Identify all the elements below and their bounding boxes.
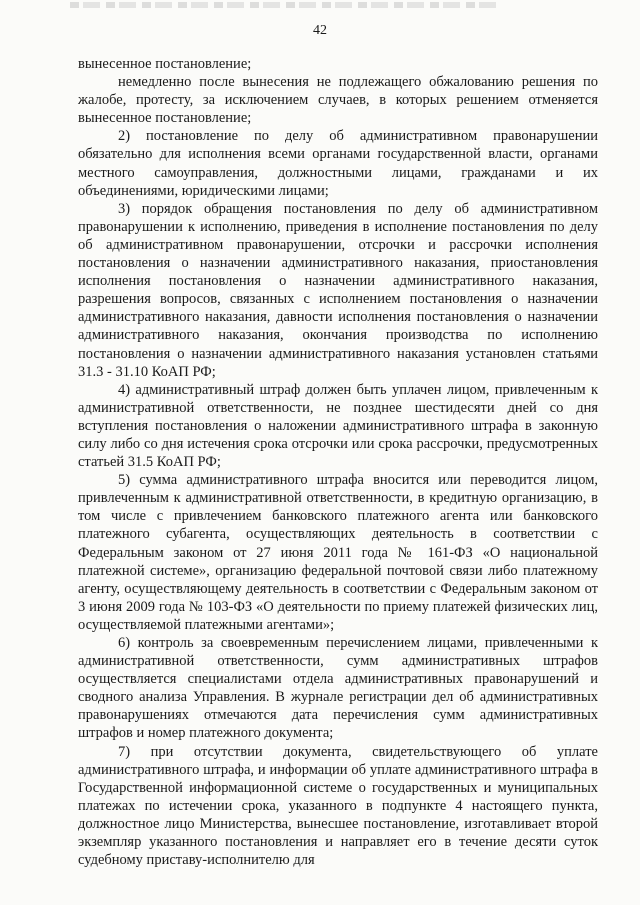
page-number: 42 <box>313 23 327 38</box>
paragraph-item-4: 4) административный штраф должен быть уплачен лицом, привлеченным к административной ответственности, не позднее шестидесяти дней со дня вступления постановления о наложении административного штрафа в законную силу либо со дня истечения срока отсрочки или срока рассрочки, предусмотренных статьей 31.5 КоАП РФ; <box>78 381 598 471</box>
paragraph-item-2: 2) постановление по делу об административном правонарушении обязательно для исполнения всеми органами государственной власти, органами местного самоуправления, должностными лицами, гражданами и их объединениями, юридическими лицами; <box>78 128 598 199</box>
paragraph-item-5: 5) сумма административного штрафа вносится или переводится лицом, привлеченным к административной ответственности, в кредитную организацию, в том числе с привлечением банковского платежного агента или банковского платежного субагента, осуществляющих деятельность в соответствии с Федеральным законом от 27 июня 2011 года № 161-ФЗ «О национальной платежной системе», организацию федеральной почтовой связи либо платежному агенту, осуществляющему деятельность в соответствии с Федеральным законом от 3 июня 2009 года № 103-ФЗ «О деятельности по приему платежей физических лиц, осуществляемой платежными агентами»; <box>78 472 598 633</box>
paragraph-item-6: 6) контроль за своевременным перечислением лицами, привлеченными к административной ответственности, сумм административных штрафов осуществляется специалистами отдела административных правонарушений и сводного анализа Управления. В журнале регистрации дел об административных правонарушениях отмечаются дата перечисления сумм административных штрафов и номер платежного документа; <box>78 635 598 742</box>
document-body <box>78 55 598 869</box>
paragraph: немедленно после вынесения не подлежащего обжалованию решения по жалобе, протесту, за исключением случаев, в которых решением отменяется вынесенное постановление; <box>78 74 598 127</box>
scan-artifact <box>70 2 500 8</box>
paragraph-continuation: вынесенное постановление; <box>78 56 252 72</box>
paragraph-item-7: 7) при отсутствии документа, свидетельствующего об уплате административного штрафа, и информации об уплате административного штрафа в Государственной информационной системе о государственных и муниципальных платежах по истечении срока, указанного в подпункте 4 настоящего пункта, должностное лицо Министерства, вынесшее постановление, изготавливает второй экземпляр указанного постановления и направляет его в течение десяти суток судебному приставу-исполнителю для <box>78 743 598 869</box>
paragraph-item-3: 3) порядок обращения постановления по делу об административном правонарушении к исполнению, приведения в исполнение постановления по делу об административном правонарушении, отсрочки и рассрочки исполнения постановления о назначении административного наказания, приостановления исполнения постановления о назначении административного наказания, разрешения вопросов, связанных с исполнением постановления о назначении административного наказания, давности исполнения постановления о назначении административного наказания, окончания производства по исполнению постановления о назначении административного наказания установлен статьями 31.3 - 31.10 КоАП РФ; <box>78 200 598 380</box>
